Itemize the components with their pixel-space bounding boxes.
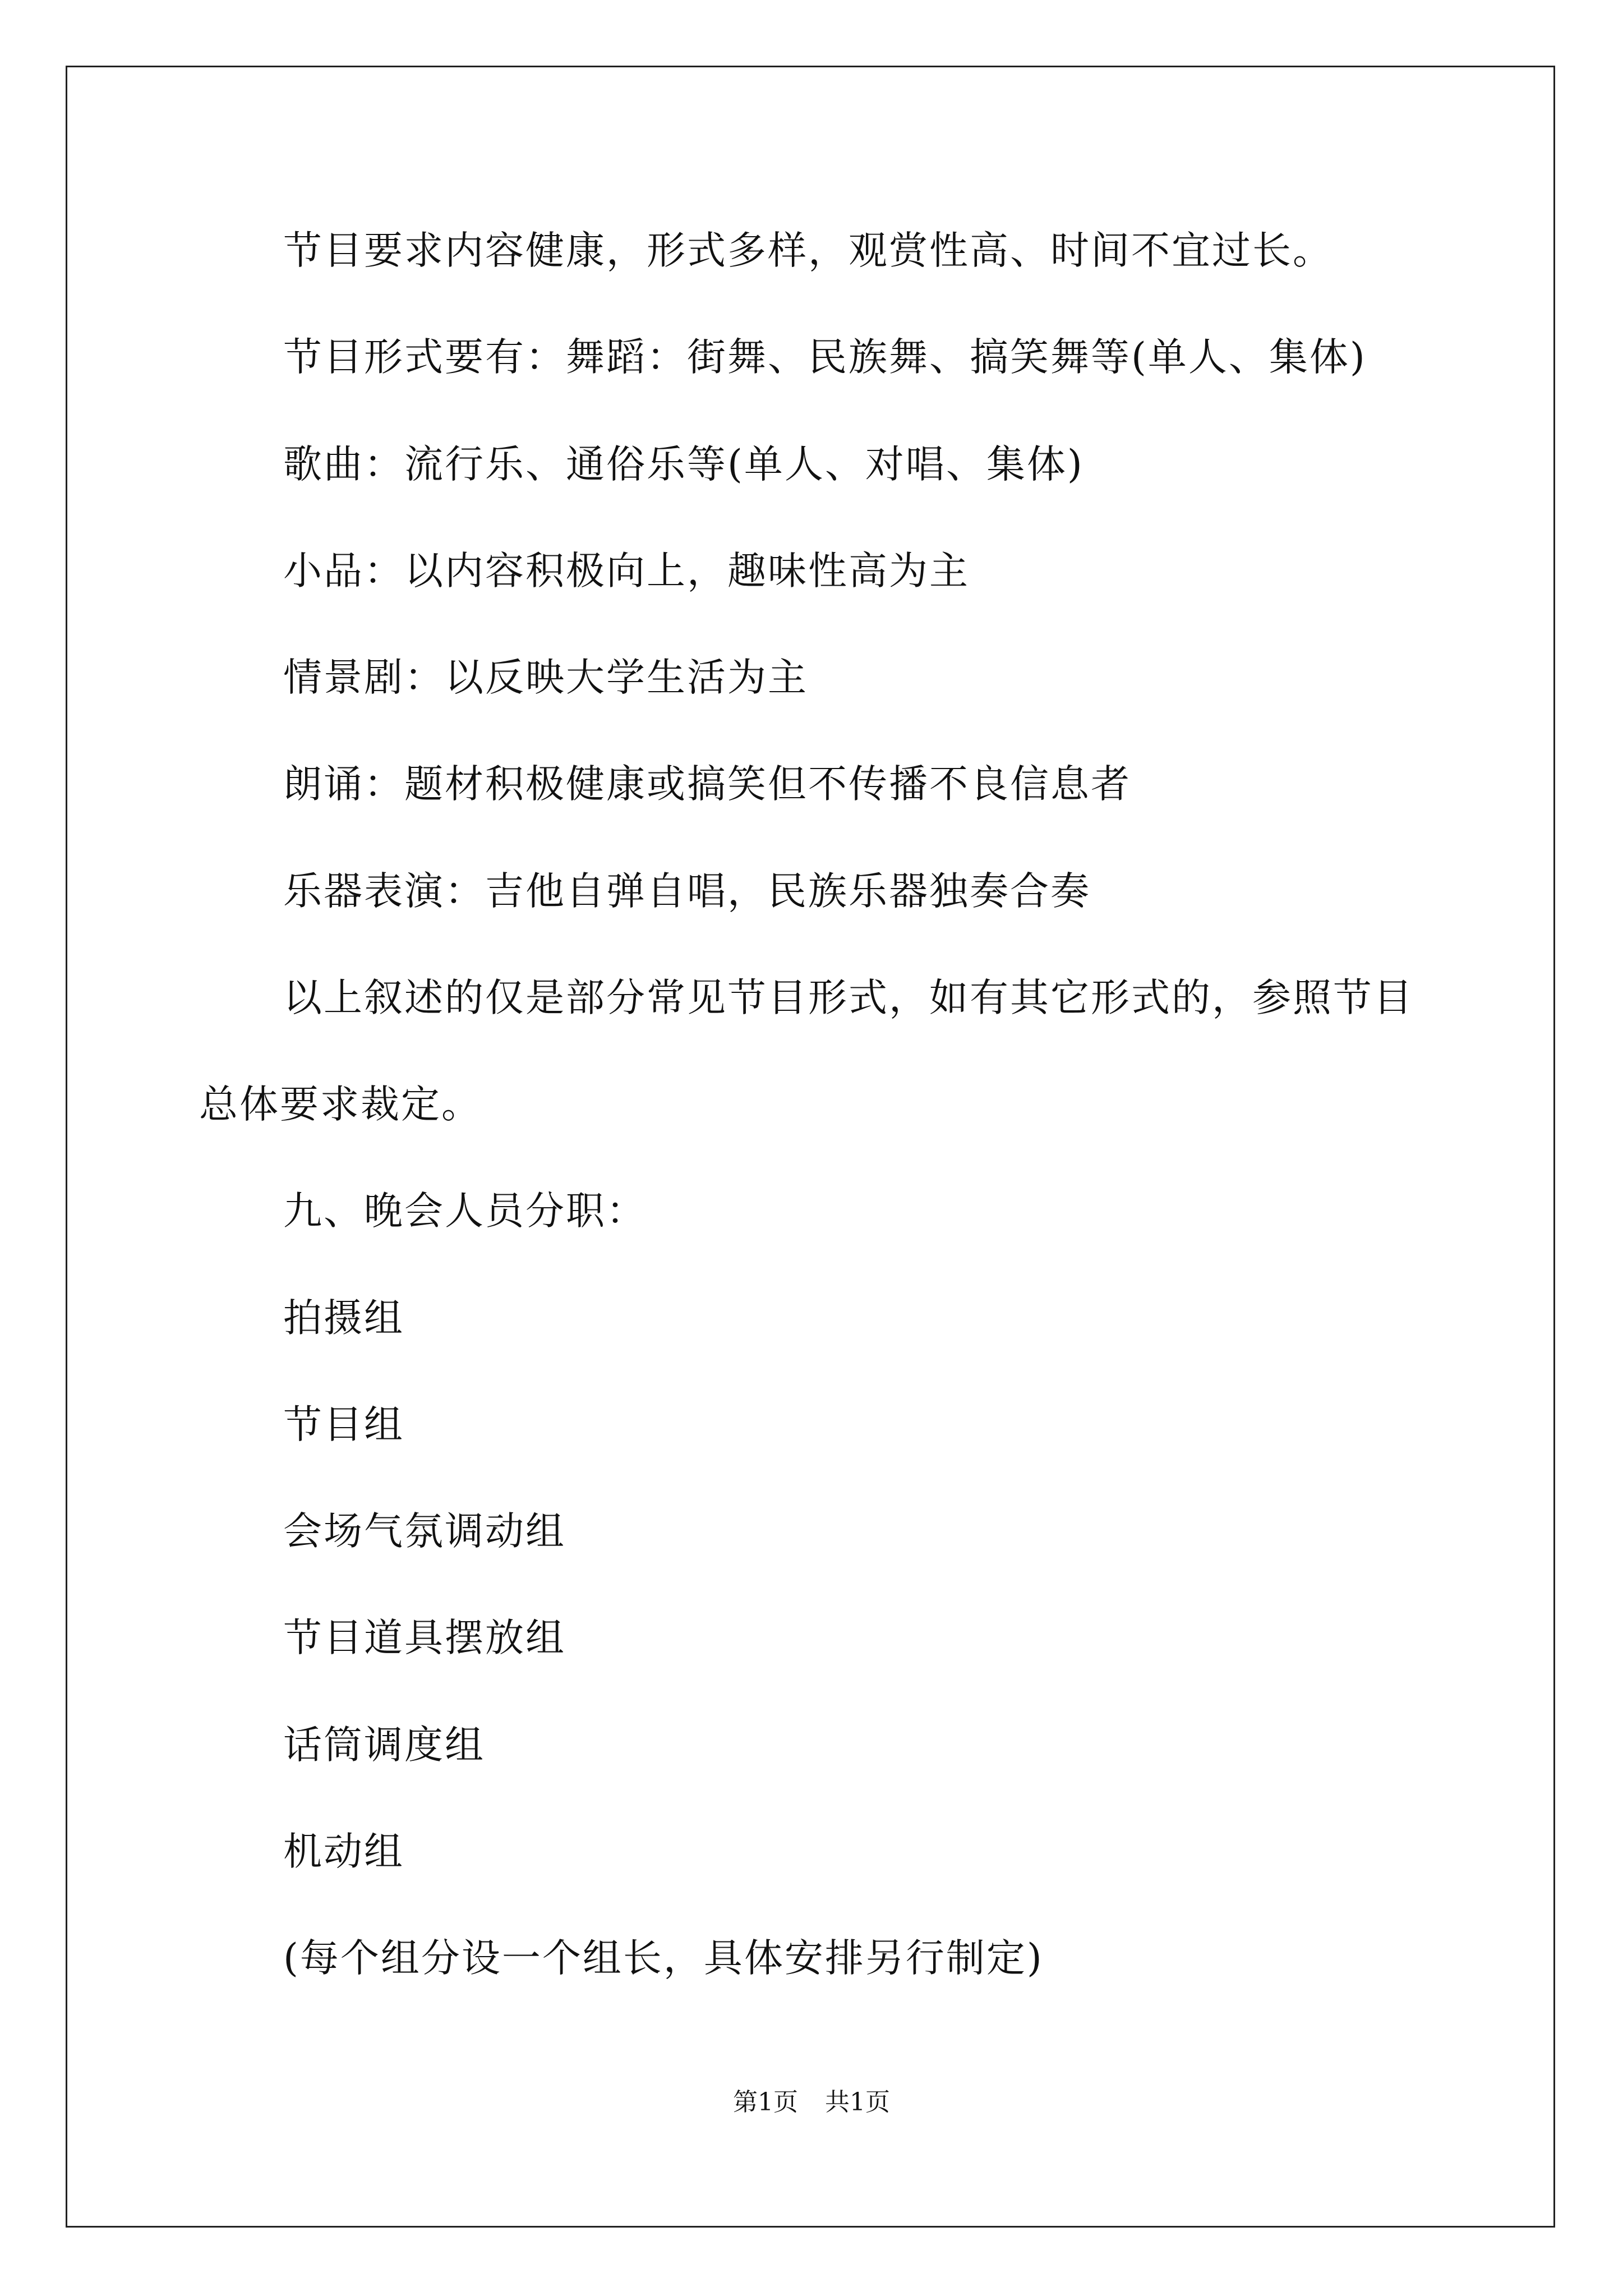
paragraph-recitation: 朗诵：题材积极健康或搞笑但不传播不良信息者 <box>283 762 1131 807</box>
paragraph-situation-drama: 情景剧：以反映大学生活为主 <box>283 655 808 700</box>
list-item-microphone-group: 话筒调度组 <box>283 1723 485 1768</box>
paragraph-program-requirements: 节目要求内容健康，形式多样，观赏性高、时间不宜过长。 <box>283 228 1333 273</box>
page-number-current: 第1页 <box>733 2088 798 2116</box>
list-item-props-group: 节目道具摆放组 <box>283 1616 566 1660</box>
list-item-mobile-group: 机动组 <box>283 1829 404 1874</box>
paragraph-sketch: 小品：以内容积极向上，趣味性高为主 <box>283 549 970 593</box>
page-number-total: 共1页 <box>825 2088 890 2116</box>
list-item-photography-group: 拍摄组 <box>283 1296 404 1341</box>
paragraph-other-forms-continued: 总体要求裁定。 <box>199 1082 482 1127</box>
paragraph-group-leader-note: (每个组分设一个组长，具体安排另行制定) <box>283 1936 1044 1981</box>
page-footer <box>0 2090 1623 2115</box>
list-item-atmosphere-group: 会场气氛调动组 <box>283 1509 566 1554</box>
paragraph-other-forms: 以上叙述的仅是部分常见节目形式，如有其它形式的，参照节目 <box>283 976 1414 1020</box>
page-frame <box>66 66 1555 2228</box>
paragraph-songs: 歌曲：流行乐、通俗乐等(单人、对唱、集体) <box>283 442 1084 487</box>
paragraph-instrument-performance: 乐器表演：吉他自弹自唱，民族乐器独奏合奏 <box>283 869 1091 914</box>
section-heading-staff-roles: 九、晚会人员分职： <box>283 1189 647 1234</box>
paragraph-program-forms-dance: 节目形式要有：舞蹈：街舞、民族舞、搞笑舞等(单人、集体) <box>283 335 1367 380</box>
list-item-program-group: 节目组 <box>283 1402 404 1447</box>
